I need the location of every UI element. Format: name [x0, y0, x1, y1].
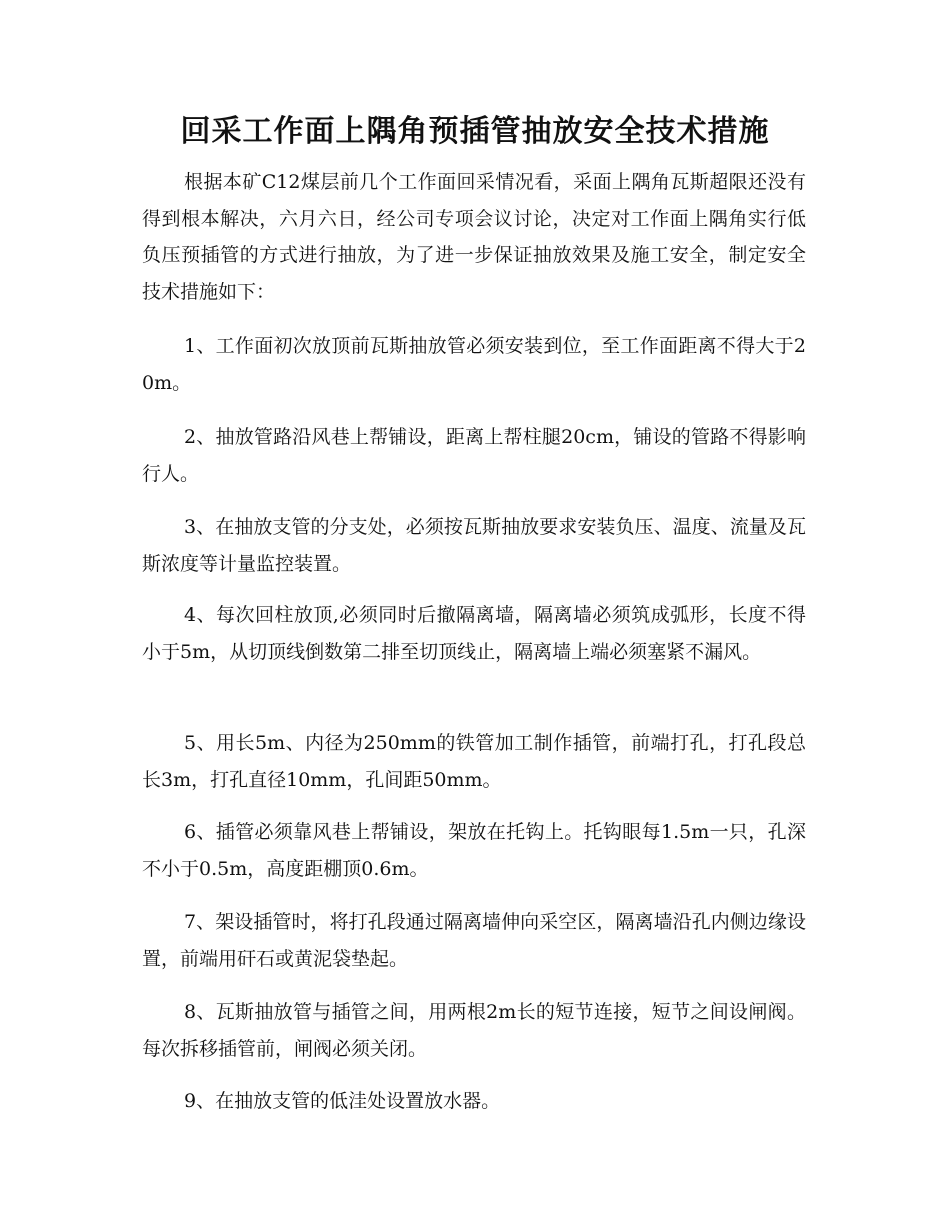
measure-item-1: 1、工作面初次放顶前瓦斯抽放管必须安装到位，至工作面距离不得大于20m。: [142, 335, 806, 394]
measure-item-6: 6、插管必须靠风巷上帮铺设，架放在托钩上。托钩眼每1.5m一只，孔深不小于0.5m，高度距棚顶0.6m。: [142, 821, 806, 880]
measure-item-3: 3、在抽放支管的分支处，必须按瓦斯抽放要求安装负压、温度、流量及瓦斯浓度等计量监控装置。: [142, 516, 806, 575]
document-title: 回采工作面上隅角预插管抽放安全技术措施: [180, 114, 770, 149]
measure-item-2: 2、抽放管路沿风巷上帮铺设，距离上帮柱腿20cm，铺设的管路不得影响行人。: [142, 426, 806, 485]
measure-item-4: 4、每次回柱放顶,必须同时后撤隔离墙，隔离墙必须筑成弧形，长度不得小于5m，从切顶线倒数第二排至切顶线止，隔离墙上端必须塞紧不漏风。: [142, 604, 806, 663]
measure-item-7: 7、架设插管时，将打孔段通过隔离墙伸向采空区，隔离墙沿孔内侧边缘设置，前端用矸石或黄泥袋垫起。: [142, 911, 806, 970]
measure-item-8: 8、瓦斯抽放管与插管之间，用两根2m长的短节连接，短节之间设闸阀。每次拆移插管前，闸阀必须关闭。: [142, 1001, 806, 1060]
intro-paragraph: 根据本矿C12煤层前几个工作面回采情况看，采面上隅角瓦斯超限还没有得到根本解决，六月六日，经公司专项会议讨论，决定对工作面上隅角实行低负压预插管的方式进行抽放，为了进一步保证抽放效果及施工安全，制定安全技术措施如下：: [142, 171, 806, 303]
measure-item-9: 9、在抽放支管的低洼处设置放水器。: [184, 1090, 501, 1112]
measure-item-5: 5、用长5m、内径为250mm的铁管加工制作插管，前端打孔，打孔段总长3m，打孔直径10mm，孔间距50mm。: [142, 732, 806, 791]
